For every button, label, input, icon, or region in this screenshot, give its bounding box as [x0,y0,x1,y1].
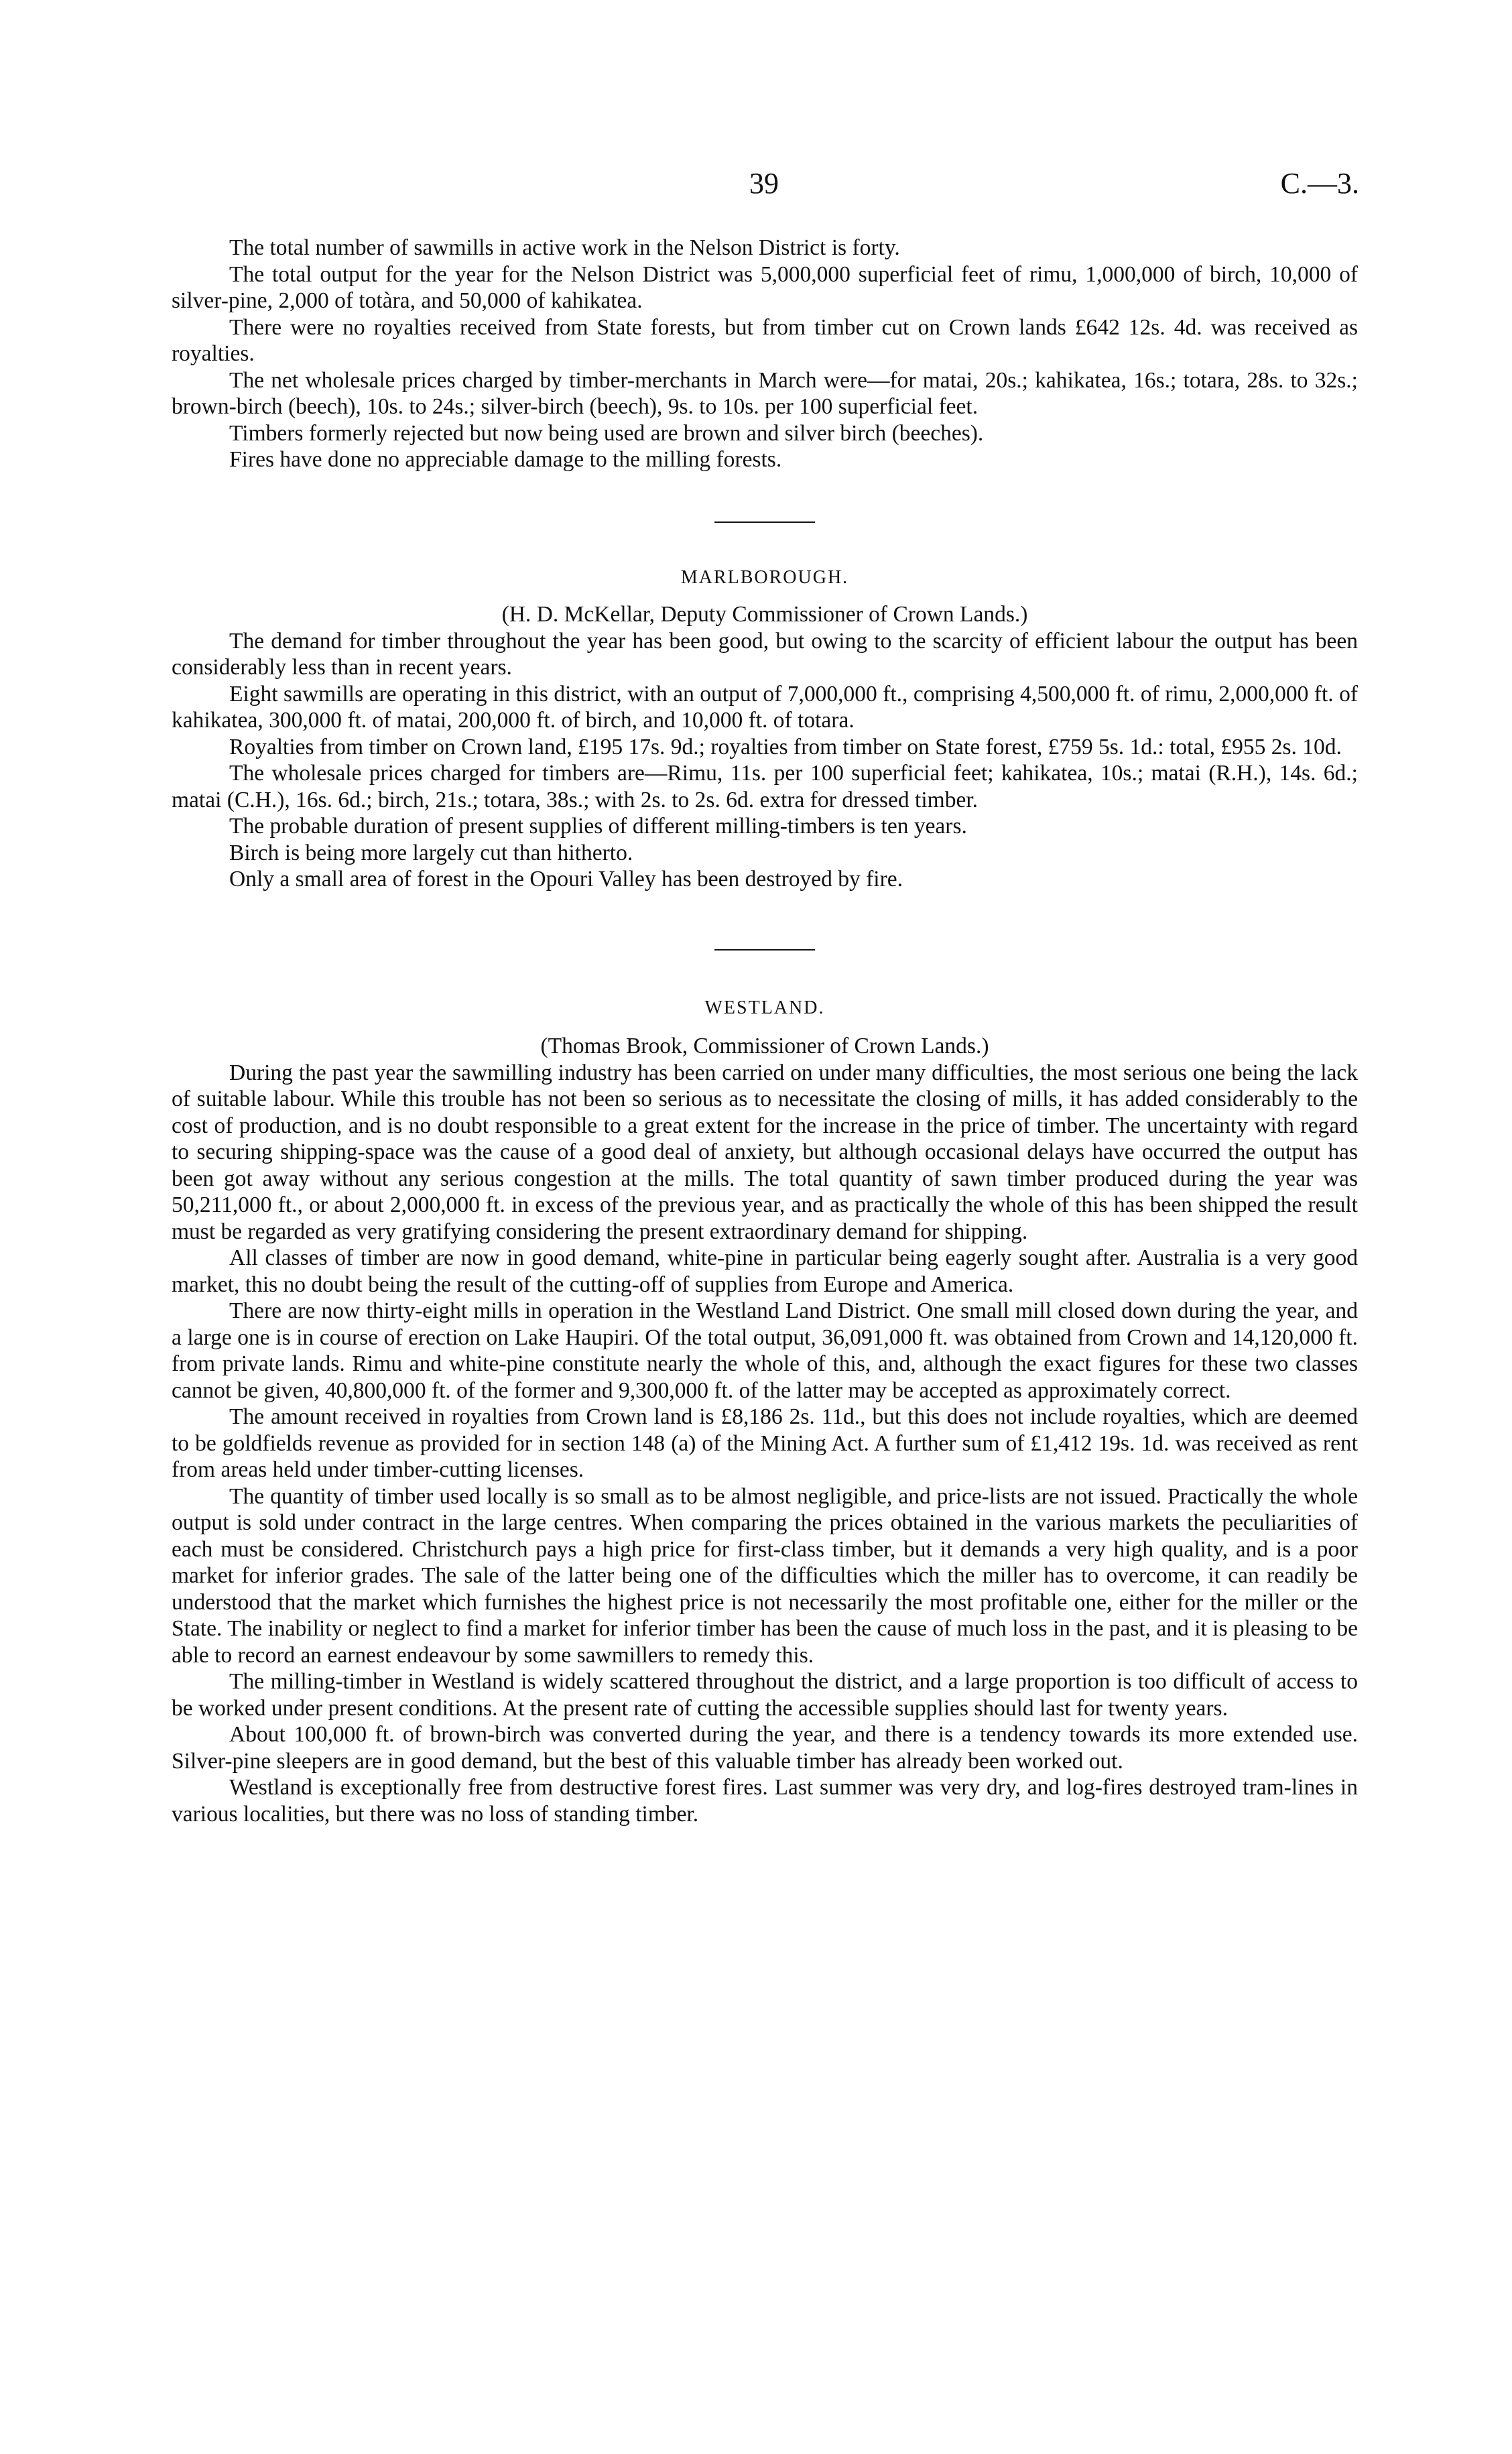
paragraph: Timbers formerly rejected but now being used are brown and silver birch (beeches). [229,420,984,446]
paragraph: Birch is being more largely cut than hitherto. [229,840,633,865]
westland-section [172,995,1358,1828]
paragraph: The milling-timber in Westland is widely scattered throughout the district, and a large proportion is too difficult of access to be worked under present conditions. At the present rate of cutting the accessible supplies should last for twenty years. [172,1669,1358,1721]
paragraph: The net wholesale prices charged by timber-merchants in March were—for matai, 20s.; kahikatea, 16s.; totara, 28s. to 32s.; brown-birch (beech), 10s. to 24s.; silver-birch (beech), 9s. to 10s. per 100 superficial feet. [172,367,1358,419]
section-byline: (H. D. McKellar, Deputy Commissioner of Crown Lands.) [501,602,1028,627]
section-heading: MARLBOROUGH. [680,566,849,588]
marlborough-section [172,564,1358,893]
paragraph: Eight sawmills are operating in this district, with an output of 7,000,000 ft., comprising 4,500,000 ft. of rimu, 2,000,000 ft. of kahikatea, 300,000 ft. of matai, 200,000 ft. of birch, and 10,000 ft. of totara. [172,681,1358,733]
paragraph: There were no royalties received from State forests, but from timber cut on Crown lands £642 12s. 4d. was received as royalties. [172,314,1358,366]
paragraph: About 100,000 ft. of brown-birch was converted during the year, and there is a tendency towards its more extended use. Silver-pine sleepers are in good demand, but the best of this valuable timber has already been worked out. [172,1722,1358,1774]
paragraph: Fires have done no appreciable damage to the milling forests. [229,447,782,472]
page-number: 39 [749,167,779,200]
paragraph: Only a small area of forest in the Opouri Valley has been destroyed by fire. [229,867,903,892]
paragraph: The total output for the year for the Nelson District was 5,000,000 superficial feet of rimu, 1,000,000 of birch, 10,000 of silver-pine, 2,000 of totàra, and 50,000 of kahikatea. [172,261,1358,313]
paragraph: During the past year the sawmilling industry has been carried on under many difficulties, the most serious one being the lack of suitable labour. While this trouble has not been so serious as to necessitate the closing of mills, it has added considerably to the cost of production, and is no doubt responsible to a great extent for the increase in the price of timber. The uncertainty with regard to securing shipping-space was the cause of a good deal of anxiety, but although occasional delays have occurred the output has been got away without any serious congestion at the mills. The total quantity of sawn timber produced during the year was 50,211,000 ft., or about 2,000,000 ft. in excess of the previous year, and as practically the whole of this has been shipped the result must be regarded as very gratifying considering the present extraordinary demand for shipping. [172,1060,1358,1244]
paragraph: The amount received in royalties from Crown land is £8,186 2s. 11d., but this does not include royalties, which are deemed to be goldfields revenue as provided for in section 148 (a) of the Mining Act. A further sum of £1,412 19s. 1d. was received as rent from areas held under timber-cutting licenses. [172,1404,1358,1482]
paragraph: All classes of timber are now in good demand, white-pine in particular being eagerly sought after. Australia is a very good market, this no doubt being the result of the cutting-off of supplies from Europe and America. [172,1245,1358,1297]
section-byline: (Thomas Brook, Commissioner of Crown Lands.) [540,1034,989,1058]
paragraph: There are now thirty-eight mills in operation in the Westland Land District. One small mill closed down during the year, and a large one is in course of erection on Lake Haupiri. Of the total output, 36,091,000 ft. was obtained from Crown and 14,120,000 ft. from private lands. Rimu and white-pine constitute nearly the whole of this, and, although the exact figures for these two classes cannot be given, 40,800,000 ft. of the former and 9,300,000 ft. of the latter may be accepted as approximately correct. [172,1298,1358,1403]
paragraph: The total number of sawmills in active work in the Nelson District is forty. [229,235,900,260]
nelson-section [172,235,1358,473]
document-reference: C.—3. [1280,167,1359,200]
paragraph: The wholesale prices charged for timbers are—Rimu, 11s. per 100 superficial feet; kahikatea, 10s.; matai (R.H.), 14s. 6d.; matai (C.H.), 16s. 6d.; birch, 21s.; totara, 38s.; with 2s. to 2s. 6d. extra for dressed timber. [172,761,1358,812]
paragraph: Westland is exceptionally free from destructive forest fires. Last summer was very dry, and log-fires destroyed tram-lines in various localities, but there was no loss of standing timber. [172,1775,1358,1827]
section-heading: WESTLAND. [704,997,825,1018]
paragraph: Royalties from timber on Crown land, £195 17s. 9d.; royalties from timber on State forest, £759 5s. 1d.: total, £955 2s. 10d. [229,734,1342,759]
paragraph: The demand for timber throughout the year has been good, but owing to the scarcity of efficient labour the output has been considerably less than in recent years. [172,628,1358,680]
paragraph: The probable duration of present supplies of different milling-timbers is ten years. [229,814,967,839]
page-body [172,235,1358,1827]
paragraph: The quantity of timber used locally is so small as to be almost negligible, and price-lists are not issued. Practically the whole output is sold under contract in the large centres. When comparing the prices obtained in the various markets the peculiarities of each must be considered. Christchurch pays a high price for first-class timber, but it demands a very high quality, and is a poor market for inferior grades. The sale of the latter being one of the difficulties which the miller has to overcome, it can readily be understood that the market which furnishes the highest price is not necessarily the most profitable one, either for the miller or the State. The inability or neglect to find a market for inferior timber has been the cause of much loss in the past, and it is pleasing to be able to record an earnest endeavour by some sawmillers to remedy this. [172,1483,1358,1668]
